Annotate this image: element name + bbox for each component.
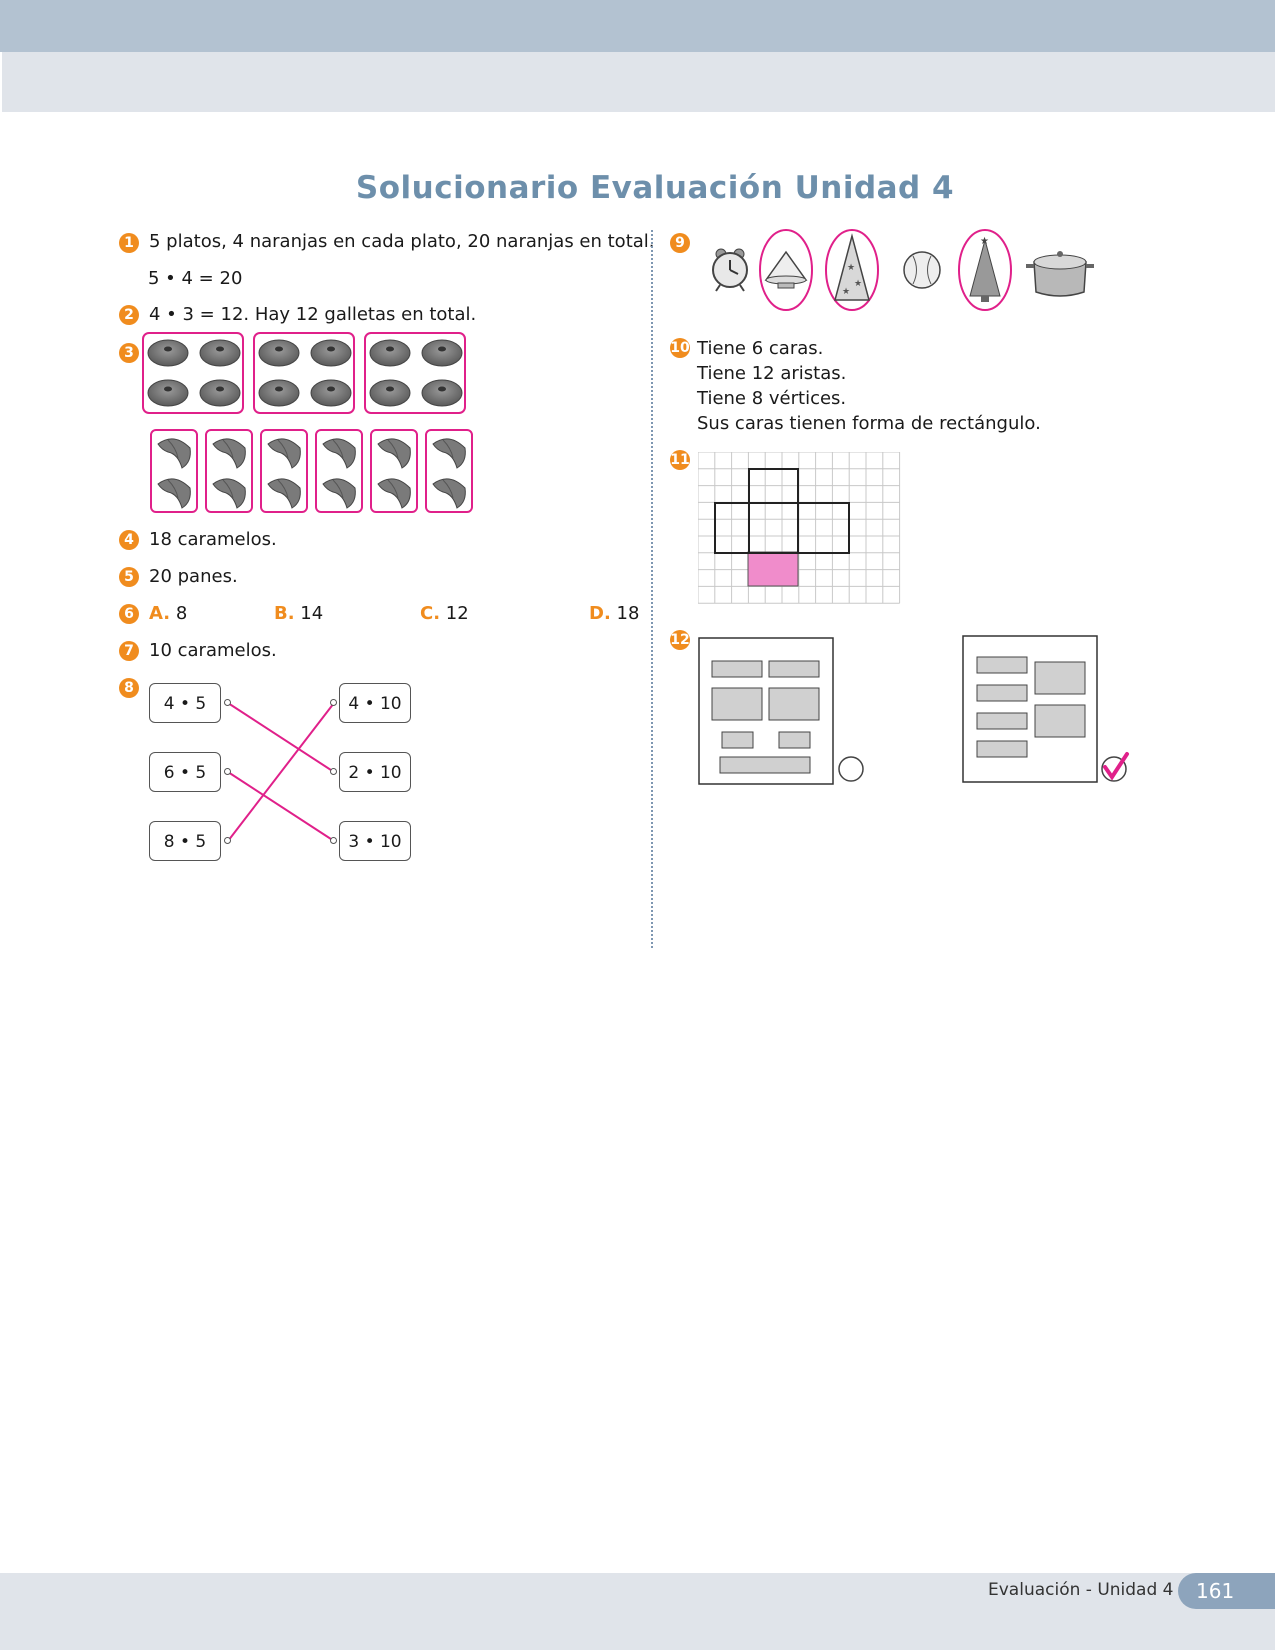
q8-left-dot-3 (224, 837, 231, 844)
page-number: 161 (1178, 1573, 1275, 1609)
donut-icon (259, 380, 299, 406)
q8-right-box-2: 2 • 10 (339, 752, 411, 792)
q8-right-box-1: 4 • 10 (339, 683, 411, 723)
q7-answer: 10 caramelos. (149, 640, 277, 661)
q10-line3: Tiene 8 vértices. (697, 388, 847, 409)
q10-line2: Tiene 12 aristas. (697, 363, 847, 384)
question-number-4: 4 (119, 530, 139, 550)
croissant-icon (158, 439, 190, 468)
q3-grouping-figure (140, 332, 480, 532)
croissant-icon (433, 439, 465, 468)
q12-choice-b (963, 636, 1127, 782)
column-divider (651, 230, 653, 948)
q10-line4: Sus caras tienen forma de rectángulo. (697, 413, 1041, 434)
alarm-clock-icon (713, 249, 747, 291)
q8-right-dot-1 (330, 699, 337, 706)
q8-left-dot-2 (224, 768, 231, 775)
croissant-icon (323, 479, 355, 508)
donut-icon (311, 340, 351, 366)
donut-icon (370, 380, 410, 406)
donut-icon (370, 340, 410, 366)
header-band-bottom (2, 52, 1275, 112)
q8-left-box-3: 8 • 5 (149, 821, 221, 861)
question-number-2: 2 (119, 305, 139, 325)
donut-icon (422, 340, 462, 366)
svg-text:★: ★ (847, 263, 856, 273)
svg-text:★: ★ (980, 236, 989, 247)
donut-icon (200, 380, 240, 406)
q1-answer-line1: 5 platos, 4 naranjas en cada plato, 20 naranjas en total. (149, 231, 655, 252)
question-number-12: 12 (670, 632, 690, 648)
croissant-icon (378, 479, 410, 508)
croissant-icon (268, 479, 300, 508)
match-line (228, 703, 334, 841)
donut-icon (148, 340, 188, 366)
croissant-icon (378, 439, 410, 468)
q8-left-dot-1 (224, 699, 231, 706)
footer-label: Evaluación - Unidad 4 (988, 1580, 1174, 1600)
match-line (228, 703, 334, 772)
question-number-5: 5 (119, 567, 139, 587)
q6-option-c: C. 12 (420, 603, 469, 624)
donut-icon (422, 380, 462, 406)
match-line (228, 772, 334, 841)
christmas-tree-icon (959, 230, 1011, 310)
header-band-top (0, 0, 1275, 52)
donut-icon (311, 380, 351, 406)
page-title: Solucionario Evaluación Unidad 4 (355, 170, 955, 206)
svg-text:★: ★ (842, 287, 851, 297)
question-number-10: 10 (670, 340, 690, 356)
q8-right-dot-3 (330, 837, 337, 844)
baseball-icon (904, 252, 940, 288)
croissant-icon (433, 479, 465, 508)
q8-left-box-1: 4 • 5 (149, 683, 221, 723)
q4-answer: 18 caramelos. (149, 529, 277, 550)
q2-answer: 4 • 3 = 12. Hay 12 galletas en total. (149, 304, 477, 325)
q6-option-a: A. 8 (149, 603, 188, 624)
question-number-7: 7 (119, 641, 139, 661)
party-hat-icon (826, 230, 878, 310)
svg-text:★: ★ (854, 279, 863, 289)
question-number-9: 9 (670, 233, 690, 253)
q11-net-grid (698, 452, 902, 604)
croissant-icon (158, 479, 190, 508)
q6-option-d: D. 18 (589, 603, 640, 624)
question-number-11: 11 (670, 452, 690, 468)
q6-option-b: B. 14 (274, 603, 324, 624)
croissant-icon (268, 439, 300, 468)
question-number-3: 3 (119, 343, 139, 363)
q8-right-box-3: 3 • 10 (339, 821, 411, 861)
donut-icon (259, 340, 299, 366)
q5-answer: 20 panes. (149, 566, 238, 587)
q9-objects-figure (690, 222, 1110, 317)
croissant-icon (213, 479, 245, 508)
question-number-8: 8 (119, 678, 139, 698)
croissant-icon (323, 439, 355, 468)
question-number-6: 6 (119, 604, 139, 624)
q12-choices-figure (695, 632, 1135, 788)
cooking-pot-icon (1026, 251, 1094, 296)
q12-choice-a-circle (839, 757, 863, 781)
donut-icon (148, 380, 188, 406)
cone-lampshade-icon (760, 230, 812, 310)
q8-right-dot-2 (330, 768, 337, 775)
donut-icon (200, 340, 240, 366)
croissant-icon (213, 439, 245, 468)
q10-line1: Tiene 6 caras. (697, 338, 824, 359)
q1-answer-line2: 5 • 4 = 20 (148, 268, 243, 289)
q8-left-box-2: 6 • 5 (149, 752, 221, 792)
question-number-1: 1 (119, 233, 139, 253)
q12-choice-a (699, 638, 863, 784)
